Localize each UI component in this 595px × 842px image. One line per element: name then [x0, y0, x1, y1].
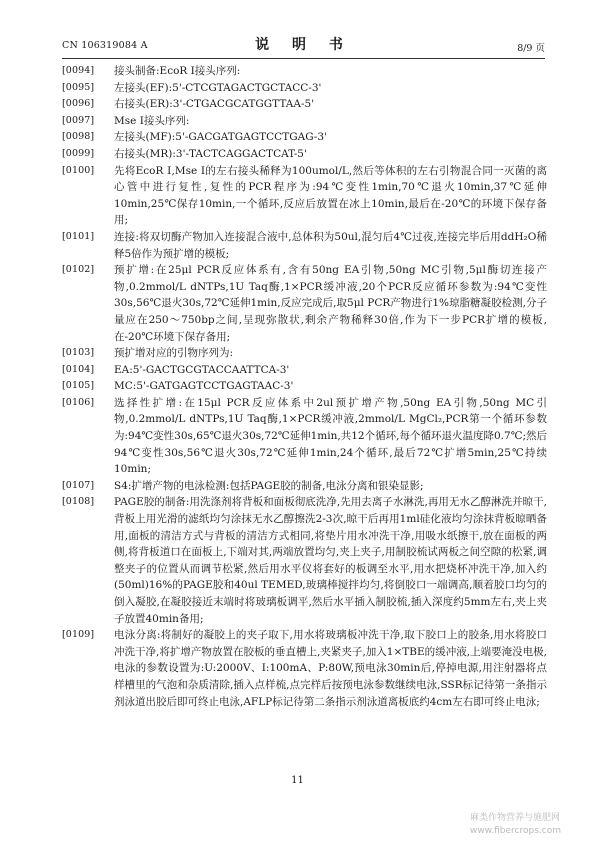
- paragraph-number: [0105]: [62, 380, 95, 392]
- patent-number: CN 106319084 A: [62, 40, 148, 51]
- paragraph-text: Mse Ⅰ接头序列:: [114, 114, 190, 127]
- paragraph: [62, 96, 547, 113]
- paragraph-number: [0104]: [62, 363, 95, 375]
- paragraph: [62, 129, 547, 146]
- paragraph-number: [0099]: [62, 147, 95, 159]
- paragraph: [62, 378, 547, 395]
- paragraph-number: [0098]: [62, 131, 95, 143]
- paragraph-text: 先将EcoR Ⅰ,Mse Ⅰ的左右接头稀释为100umol/L,然后等体积的左右引物混合同一灭菌的离心管中进行复性,复性的PCR程序为:94℃变性1min,70℃退火10min,37℃延伸10min,25℃保存10min,一个循环,反应后放置在冰上10min,最后在-20℃的环境下保存备用;: [114, 164, 547, 227]
- paragraph-text: 预扩增:在25μl PCR反应体系有,含有50ng EA引物,50ng MC引物,5μl酶切连接产物,0.2mmol/L dNTPs,1U Taq酶,1×PCR缓冲液,20个PCR反应循环参数为:94℃变性30s,56℃退火30s,72℃延伸1min,反应完成后,取5μl PCR产物进行1%琼脂糖凝胶检测,分子量应在250～750bp之间,呈现弥散状,剩余产物稀释30倍,作为下一步PCR扩增的模板,在-20℃环境下保存备用;: [114, 264, 547, 343]
- paragraph: [62, 494, 547, 627]
- paragraph-text: EA:5'-GACTGCGTACCAATTCA-3': [114, 363, 290, 376]
- paragraph-number: [0094]: [62, 65, 95, 76]
- paragraph-number: [0101]: [62, 230, 95, 242]
- paragraph-text: 左接头(MF):5'-GACGATGAGTCCTGAG-3': [114, 131, 327, 144]
- paragraph-text: MC:5'-GATGAGTCCTGAGTAAC-3': [114, 380, 294, 393]
- paragraph: [62, 362, 547, 379]
- paragraph: [62, 63, 547, 80]
- paragraph: [62, 113, 547, 130]
- paragraph: [62, 345, 547, 362]
- document-body: [62, 63, 547, 710]
- paragraph-number: [0096]: [62, 98, 95, 110]
- paragraph-text: 右接头(MR):3'-TACTCAGGACTCAT-5': [114, 147, 307, 160]
- watermark-url: www.fibercrops.com: [470, 826, 561, 836]
- watermark-site-name: 麻类作物营养与施肥网: [470, 813, 561, 823]
- paragraph-number: [0095]: [62, 81, 95, 93]
- paragraph: [62, 146, 547, 163]
- paragraph-text: 连接:将双切酶产物加入连接混合液中,总体积为50ul,混匀后4℃过夜,连接完毕后用ddH₂O稀释5倍作为预扩增的模板;: [114, 230, 547, 260]
- paragraph-number: [0107]: [62, 479, 95, 491]
- paragraph: [62, 478, 547, 495]
- paragraph-number: [0100]: [62, 164, 95, 176]
- paragraph-number: [0102]: [62, 264, 95, 276]
- paragraph: [62, 229, 547, 262]
- paragraph-text: 接头制备:EcoR Ⅰ接头序列:: [114, 65, 241, 77]
- paragraph-number: [0103]: [62, 347, 95, 359]
- paragraph-number: [0106]: [62, 396, 95, 408]
- paragraph-text: 右接头(ER):3'-CTGACGCATGGTTAA-5': [114, 98, 315, 111]
- paragraph-text: S4:扩增产物的电泳检测:包括PAGE胶的制备,电泳分离和银染显影;: [114, 479, 424, 492]
- paragraph-text: 选择性扩增:在15μl PCR反应体系中2ul预扩增产物,50ng EA引物,50ng MC引物,0.2mmol/L dNTPs,1U Taq酶,1×PCR缓冲液,2mmol/L MgCl₂,PCR第一个循环参数为:94℃变性30s,65℃退火30s,72℃延伸1min,共12个循环,每个循环退火温度降0.7℃;然后94℃变性30s,56℃退火30s,72℃延伸1min,24个循环,最后72℃扩增5min,25℃持续10min;: [114, 396, 547, 476]
- paragraph-text: PAGE胶的制备:用洗涤剂将背板和面板彻底洗净,先用去离子水淋洗,再用无水乙醇淋洗并晾干,背板上用光滑的滤纸均匀涂抹无水乙醇擦洗2-3次,晾干后再用1ml硅化液均匀涂抹背板晾晒备用,面板的清洁方式与背板的清洁方式相同,将垫片用水冲洗干净,用吸水纸擦干,放在面板的两侧,将背板道口在面板上,下端对其,两端放置均匀,夹上夹子,用制胶梳试两板之间空隙的松紧,调整夹子的位置从而调节松紧,然后用水平仪将套好的板调至水平,用水把烧杯冲洗干净,加入约(50ml)16%的PAGE胶和40ul TEMED,玻璃棒搅拌均匀,将倒胶口一端调高,顺着胶口均匀的倒入凝胶,在凝胶接近末端时将玻璃板调平,然后水平插入制胶梳,插入深度约5mm左右,夹上夹子放置40min备用;: [114, 496, 547, 625]
- paragraph: [62, 395, 547, 478]
- paragraph-text: 左接头(EF):5'-CTCGTAGACTGCTACC-3': [114, 81, 322, 94]
- paragraph: [62, 262, 547, 345]
- paragraph: [62, 627, 547, 710]
- paragraph-number: [0109]: [62, 629, 95, 641]
- page-number: 11: [291, 775, 304, 786]
- page-header: [62, 34, 545, 54]
- document-type-title: 说 明 书: [255, 37, 352, 53]
- paragraph: [62, 163, 547, 229]
- paragraph: [62, 80, 547, 97]
- paragraph-text: 电泳分离:将制好的凝胶上的夹子取下,用水将玻璃板冲洗干净,取下胶口上的胶条,用水将胶口冲洗干净,将扩增产物放置在胶板的垂直槽上,夹紧夹子,加入1×TBE的缓冲液,上端要淹没电极,电泳的参数设置为:U:2000V、I:100mA、P:80W,预电泳30min后,停掉电源,用注射器将点样槽里的气泡和杂质清除,插入点样梳,点完样后按预电泳参数继续电泳,SSR标记待第一条指示剂泳道出胶后即可终止电泳,AFLP标记待第二条指示剂泳道离板底约4cm左右即可终止电泳;: [114, 629, 547, 708]
- paragraph-number: [0108]: [62, 496, 95, 508]
- paragraph-text: 预扩增对应的引物序列为:: [114, 347, 234, 360]
- watermark: [470, 812, 585, 838]
- page-indicator: 8/9 页: [517, 43, 545, 54]
- paragraph-number: [0097]: [62, 114, 95, 126]
- header-divider: [62, 58, 545, 59]
